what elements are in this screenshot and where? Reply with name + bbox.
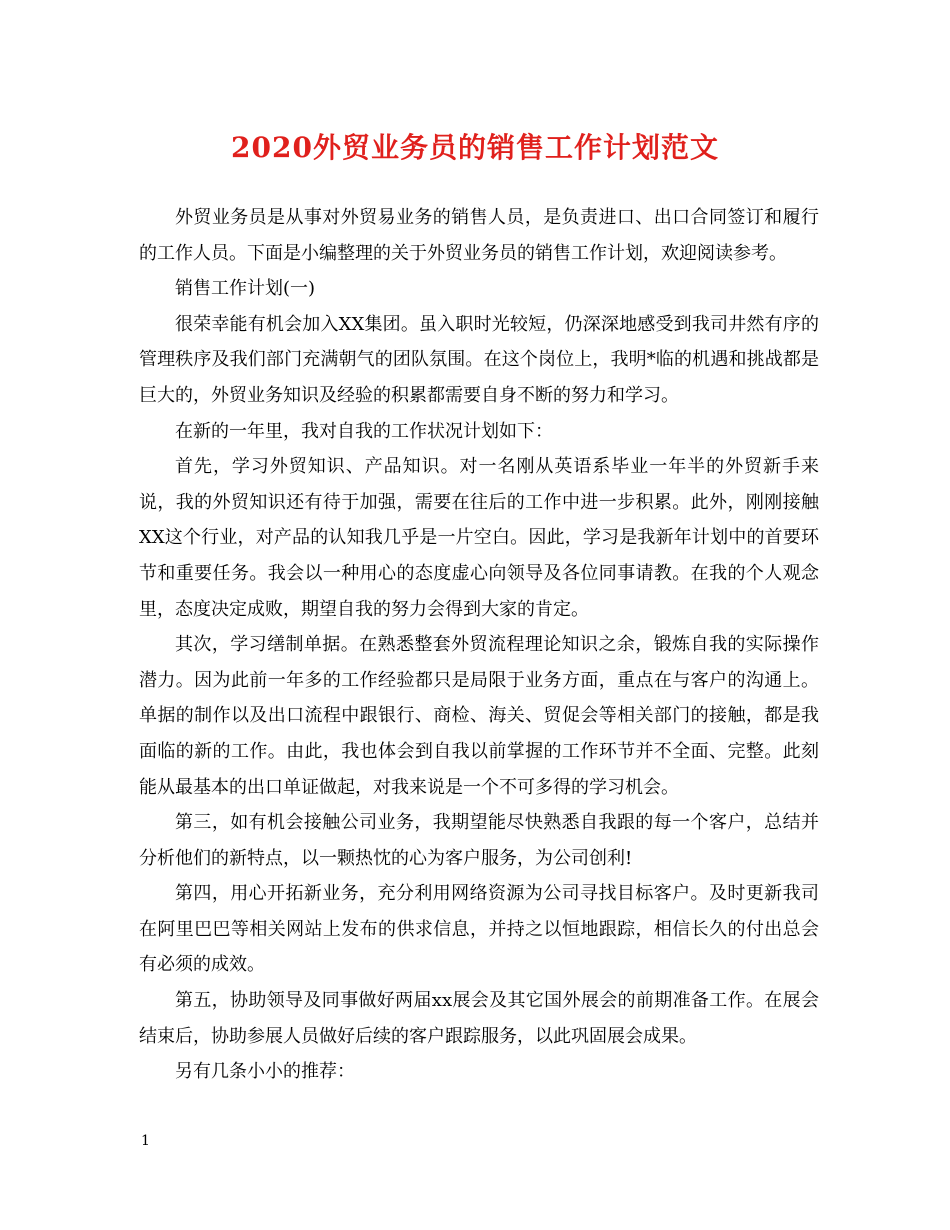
- document-title: 2020外贸业务员的销售工作计划范文: [231, 131, 719, 164]
- paragraph: 第五，协助领导及同事做好两届xx展会及其它国外展会的前期准备工作。在展会结束后，协助参展人员做好后续的客户跟踪服务，以此巩固展会成果。: [139, 990, 819, 1047]
- document-body: [139, 200, 819, 1090]
- paragraph: 在新的一年里，我对自我的工作状况计划如下：: [175, 420, 553, 442]
- paragraph: 另有几条小小的推荐：: [175, 1061, 355, 1083]
- section-heading: 销售工作计划(一): [175, 278, 316, 300]
- paragraph: 第三，如有机会接触公司业务，我期望能尽快熟悉自我跟的每一个客户，总结并分析他们的新特点，以一颗热忱的心为客户服务，为公司创利!: [139, 812, 819, 869]
- paragraph: 首先，学习外贸知识、产品知识。对一名刚从英语系毕业一年半的外贸新手来说，我的外贸知识还有待于加强，需要在往后的工作中进一步积累。此外，刚刚接触XX这个行业，对产品的认知我几乎是一片空白。因此，学习是我新年计划中的首要环节和重要任务。我会以一种用心的态度虚心向领导及各位同事请教。在我的个人观念里，态度决定成败，期望自我的努力会得到大家的肯定。: [139, 456, 819, 620]
- paragraph: 很荣幸能有机会加入XX集团。虽入职时光较短，仍深深地感受到我司井然有序的管理秩序及我们部门充满朝气的团队氛围。在这个岗位上，我明*临的机遇和挑战都是巨大的，外贸业务知识及经验的积累都需要自身不断的努力和学习。: [139, 313, 819, 406]
- paragraph: 其次，学习缮制单据。在熟悉整套外贸流程理论知识之余，锻炼自我的实际操作潜力。因为此前一年多的工作经验都只是局限于业务方面，重点在与客户的沟通上。单据的制作以及出口流程中跟银行、商检、海关、贸促会等相关部门的接触，都是我面临的新的工作。由此，我也体会到自我以前掌握的工作环节并不全面、完整。此刻能从最基本的出口单证做起，对我来说是一个不可多得的学习机会。: [139, 634, 819, 798]
- page-number: 1: [141, 1133, 150, 1149]
- paragraph: 第四，用心开拓新业务，充分利用网络资源为公司寻找目标客户。及时更新我司在阿里巴巴等相关网站上发布的供求信息，并持之以恒地跟踪，相信长久的付出总会有必须的成效。: [139, 883, 819, 976]
- paragraph-intro: 外贸业务员是从事对外贸易业务的销售人员，是负责进口、出口合同签订和履行的工作人员。下面是小编整理的关于外贸业务员的销售工作计划，欢迎阅读参考。: [139, 207, 819, 264]
